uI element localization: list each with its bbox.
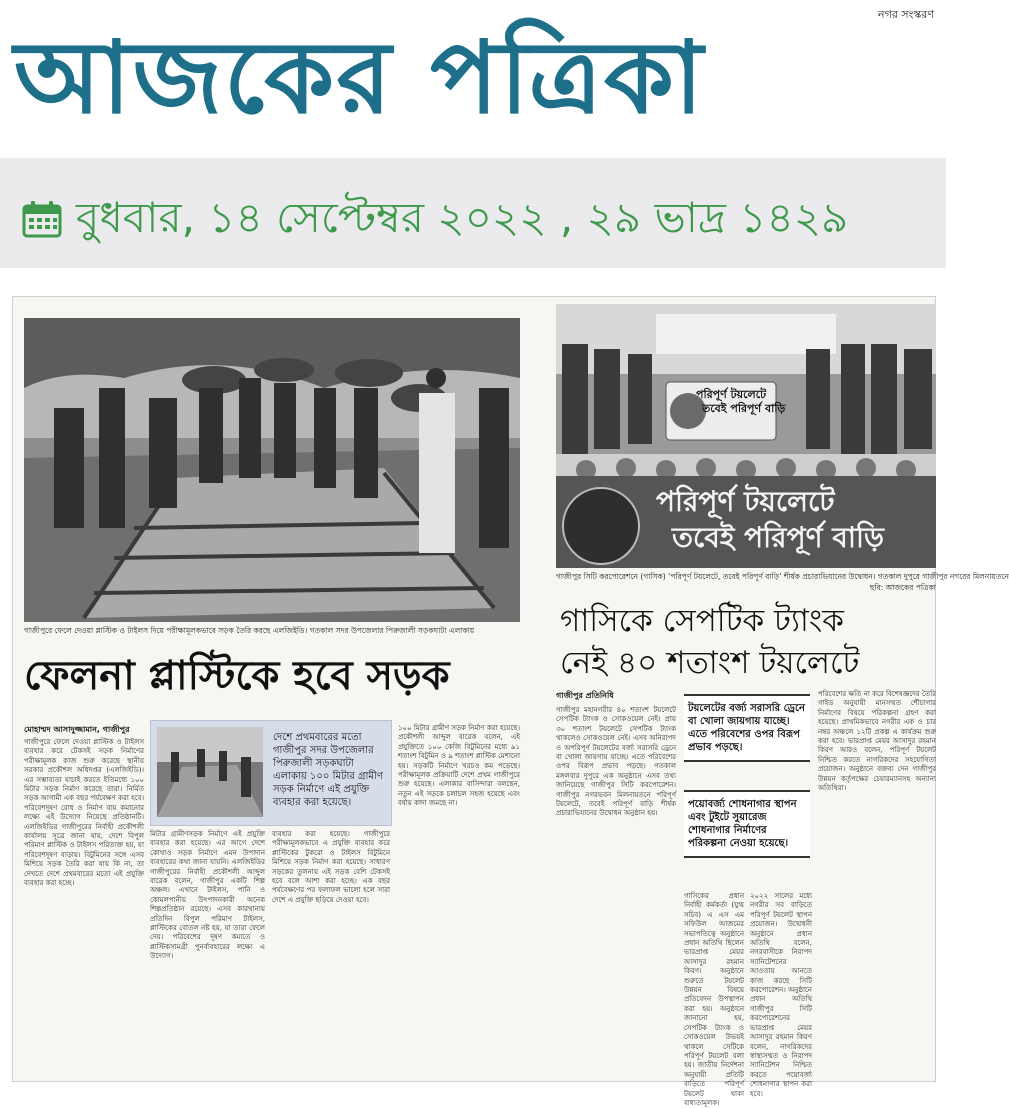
banner-large-line2: তবেই পরিপূর্ণ বাড়ি xyxy=(672,521,884,554)
right-photo-caption: গাজীপুর সিটি করপোরেশনে (গাসিক) ‘পরিপূর্ণ টয়লেটে, তবেই পরিপূর্ণ বাড়ি’ শীর্ষক প্রচারাভিযানের উদ্বোধন। গতকাল দুপুরে গাজীপুর নগরের মিলনায়তনে xyxy=(556,572,1009,581)
left-byline: মোহাম্মদ আসাদুজ্জামান, গাজীপুর xyxy=(24,725,130,734)
right-column-1: গাজীপুর মহানগরীর ৪০ শতাংশ টয়লেটে সেপটিক ট্যাংক ও সোকওয়েল নেই। প্রায় ৩০ শতাংশ টয়লেটে সেপটিক ট্যাংক থাকলেও সোকওয়েল নেই। এসব অনিরাপদ ও অপরিপূর্ণ টয়লেটের বর্জ্য সরাসরি ড্রেনে বা খোলা জায়গায় যাচ্ছে। এতে পরিবেশের ওপর বিরূপ প্রভাব পড়ছে। গতকাল মঙ্গলবার দুপুরে এক অনুষ্ঠানে এসব তথ্য জানিয়েছে গাজীপুর সিটি করপোরেশন। গাজীপুর নগরভবন মিলনায়তনে পরিপূর্ণ টয়লেটে, তবেই পরিপূর্ণ বাড়ি শীর্ষক প্রচারাভিযানের উদ্বোধন অনুষ্ঠান হয়। xyxy=(556,706,676,818)
right-headline-line2: নেই ৪০ শতাংশ টয়লেটে xyxy=(560,645,860,681)
left-column-1: গাজীপুরে ফেলে দেওয়া প্লাস্টিক ও টাইলস ব্যবহার করে টেকসই সড়ক নির্মাণের পরীক্ষামূলক কাজ শুরু করেছে স্থানীয় সরকার প্রকৌশল অধিদপ্তর (এলজিইডি)। এর সম্ভাব্যতা যাচাই করতে ইতিমধ্যে ১০০ মিটার সড়ক নির্মাণ করেছে তারা। নির্মিত সড়ক আগামী এক বছর পর্যবেক্ষণ করা হবে। পরিবেশদূষণ রোধ ও নির্মাণ ব্যয় কমানোর লক্ষ্যে এই উদ্যোগ নিয়েছে প্রতিষ্ঠানটি। এলজিইডির গাজীপুরের নির্বাহী প্রকৌশলী কার্যালয় সূত্রে জানা যায়, দেশে বিপুল পরিমাণ প্লাস্টিক ও টাইলস পরিত্যক্ত হয়, যা পরিবেশদূষণ বাড়ায়। বিটুমিনের সঙ্গে এসব মিশিয়ে সড়ক তৈরি করা যায় কি না, তা দেখতে দেশে প্রথমবারের মতো এই প্রযুক্তি ব্যবহার করা হচ্ছে। xyxy=(24,738,144,888)
left-photo-caption: গাজীপুরে ফেলে দেওয়া প্লাস্টিক ও টাইলস দিয়ে পরীক্ষামূলকভাবে সড়ক তৈরি করছে এলজিইডি। গতকাল সদর উপজেলার পিরুজালী সড়কঘাটা এলাকায় xyxy=(24,626,475,635)
right-column-2: গাসিকের প্রধান নির্বাহী কর্মকর্তা (যুগ্ম সচিব) এ এস এম সফিউল আজমের সভাপতিত্বে অনুষ্ঠানে প্রধান অতিথি ছিলেন ভারপ্রাপ্ত মেয়র আসাদুর রহমান কিরণ। অনুষ্ঠানে শুরুতে টয়লেট উন্নয়ন বিষয়ে প্রতিবেদন উপস্থাপন করা হয়। অনুষ্ঠানে জানানো হয়, সেপটিক ট্যাংক ও সোকওয়েল উভয়ই থাকলে সেটিকে পরিপূর্ণ টয়লেট বলা হয়। জাতীয় নির্দেশনা অনুযায়ী প্রতিটি বাড়িতে পরিপূর্ণ টয়লেট থাকা বাধ্যতামূলক। xyxy=(684,892,744,1107)
banner-small xyxy=(696,388,785,416)
road-construction-photo xyxy=(24,318,520,622)
right-pull-quote-1 xyxy=(684,694,810,762)
left-column-4: ১০০ মিটার গ্রামীণ সড়ক নির্মাণ করা হয়েছে। প্রকৌশলী আব্দুল বারেক বলেন, এই প্রযুক্তিতে ১০০ কেজি বিটুমিনের মধ্যে ৯১ শতাংশ বিটুমিন ও ৯ শতাংশ প্লাস্টিক মেশানো হয়। সড়কটি নির্মাণে খরচও কম পড়েছে। পরীক্ষামূলক প্রক্রিয়াটি দেশে প্রথম গাজীপুরে শুরু হয়েছে। এলাকার বাসিন্দারা বলছেন, নতুন এই সড়কে চলাচল সহজ হয়েছে এবং বর্ষায় কাদা জমছে না। xyxy=(398,724,520,808)
banner-small-line1: পরিপূর্ণ টয়লেটে xyxy=(696,388,767,401)
right-photo-credit: ছবি: আজকের পত্রিকা xyxy=(869,583,936,592)
banner-large xyxy=(656,484,884,556)
right-byline: গাজীপুর প্রতিনিধি xyxy=(556,691,614,700)
dateline-text: বুধবার, ১৪ সেপ্টেম্বর ২০২২ , ২৯ ভাদ্র ১৪২৯ xyxy=(76,193,849,242)
left-headline: ফেলনা প্লাস্টিকে হবে সড়ক xyxy=(24,653,450,699)
masthead xyxy=(0,0,946,152)
right-pull-quote-2-text: পয়োবর্জ্য শোধনাগার স্থাপন এবং টুইটে সুয়ারেজ শোধনাগার নির্মাণের পরিকল্পনা নেওয়া হয়েছে। xyxy=(688,799,797,849)
toilet-campaign-photo xyxy=(556,304,936,568)
dateline-band xyxy=(0,158,946,268)
left-inset-box xyxy=(150,720,392,826)
left-column-2: মিটার গ্রামীণসড়ক নির্মাণে এই প্রযুক্তি ব্যবহার করা হয়েছে। এর আগে দেশে কোথাও সড়ক নির্মাণে এমন উপাদান ব্যবহারের কথা জানা যায়নি। এলজিইডির গাজীপুরের নির্বাহী প্রকৌশলী আব্দুল বারেক বলেন, গাজীপুর একটি শিল্প অঞ্চল। এখানে টাইলস, পানি ও কোমলপানীয় উৎপাদনকারী অনেক শিল্পপ্রতিষ্ঠান রয়েছে। এসব কারখানায় প্রতিদিন বিপুল পরিমাণ টাইলস, প্লাস্টিকের বোতল নষ্ট হয়, যা তারা ফেলে দেয়। পরিবেশের দূষণ কমাতে ও প্লাস্টিকসামগ্রী পুনর্ব্যবহারের লক্ষ্যে এ উদ্যোগ। xyxy=(150,830,265,961)
left-inset-text: দেশে প্রথমবারের মতো গাজীপুর সদর উপজেলার পিরুজালী সড়কঘাটা এলাকায় ১০০ মিটার গ্রামীণ সড়ক নির্মাণে এই প্রযুক্তি ব্যবহার করা হয়েছে। xyxy=(273,732,383,808)
banner-small-line2: তবেই পরিপূর্ণ বাড়ি xyxy=(702,402,786,415)
right-column-4: পরিবেশের ক্ষতি না করে বিশেষজ্ঞদের তৈরি গাইড অনুযায়ী মানসম্মত শৌচাগার নির্মাণের বিষয়ে পরিকল্পনা গ্রহণ করা হয়েছে। প্রাথমিকভাবে নগরীর এক ও চার নম্বর অঞ্চলে ১২টি প্রকল্প এ কার্যক্রম শুরু করা হবে। ভারপ্রাপ্ত মেয়র আসাদুর রহমান কিরণ আরও বলেন, পরিপূর্ণ টয়লেট নিশ্চিত করতে নাগরিকদের সহযোগিতা প্রয়োজন। অনুষ্ঠানে বক্তব্য দেন গাজীপুর উন্নয়ন কর্তৃপক্ষের চেয়ারম্যানসহ অন্যান্য অতিথিরা। xyxy=(818,690,936,793)
right-pull-quote-1-text: টয়লেটের বর্জ্য সরাসরি ড্রেনে বা খোলা জায়গায় যাচ্ছে। এতে পরিবেশের ওপর বিরূপ প্রভাব পড়ছে। xyxy=(688,703,805,753)
right-column-3: ২০২২ সালের মধ্যে নগরীর সব বাড়িতে পরিপূর্ণ টয়লেট স্থাপন প্রয়োজন। উদ্বোধনী অনুষ্ঠানে প্রধান অতিথি বলেন, নগরবাসীকে নিরাপদ স্যানিটেশনের আওতায় আনতে কাজ করছে সিটি করপোরেশন। অনুষ্ঠানে প্রধান অতিথি গাজীপুর সিটি করপোরেশনের ভারপ্রাপ্ত মেয়র আসাদুর রহমান কিরণ বলেন, নাগরিকদের স্বাস্থ্যসম্মত ও নিরাপদ স্যানিটেশন নিশ্চিত করতে পয়োবর্জ্য শোধনাগার স্থাপন করা হবে। xyxy=(750,892,812,1098)
right-headline xyxy=(560,600,859,684)
banner-large-line1: পরিপূর্ণ টয়লেটে xyxy=(656,485,835,518)
calendar-icon xyxy=(22,200,62,238)
edition-label: নগর সংস্করণ xyxy=(878,8,934,21)
left-column-3: ব্যবহার করা হয়েছে। গাজীপুরে পরীক্ষামূলকভাবে এ প্রযুক্তি ব্যবহার করে প্লাস্টিকের টুকরো ও টাইলস বিটুমিনে মিশিয়ে সড়ক নির্মাণ করা হয়েছে। সাধারণ সড়কের তুলনায় এই সড়ক বেশি টেকসই হবে বলে আশা করা হচ্ছে। এক বছর পর্যবেক্ষণের পর ফলাফল ভালো হলে সারা দেশে এ প্রযুক্তি ছড়িয়ে দেওয়া হবে। xyxy=(272,830,390,904)
inset-road-photo xyxy=(157,727,263,817)
right-headline-line1: গাসিকে সেপটিক ট্যাংক xyxy=(560,603,844,639)
right-pull-quote-2 xyxy=(684,790,810,858)
newspaper-title: আজকের পত্রিকা xyxy=(14,19,705,136)
